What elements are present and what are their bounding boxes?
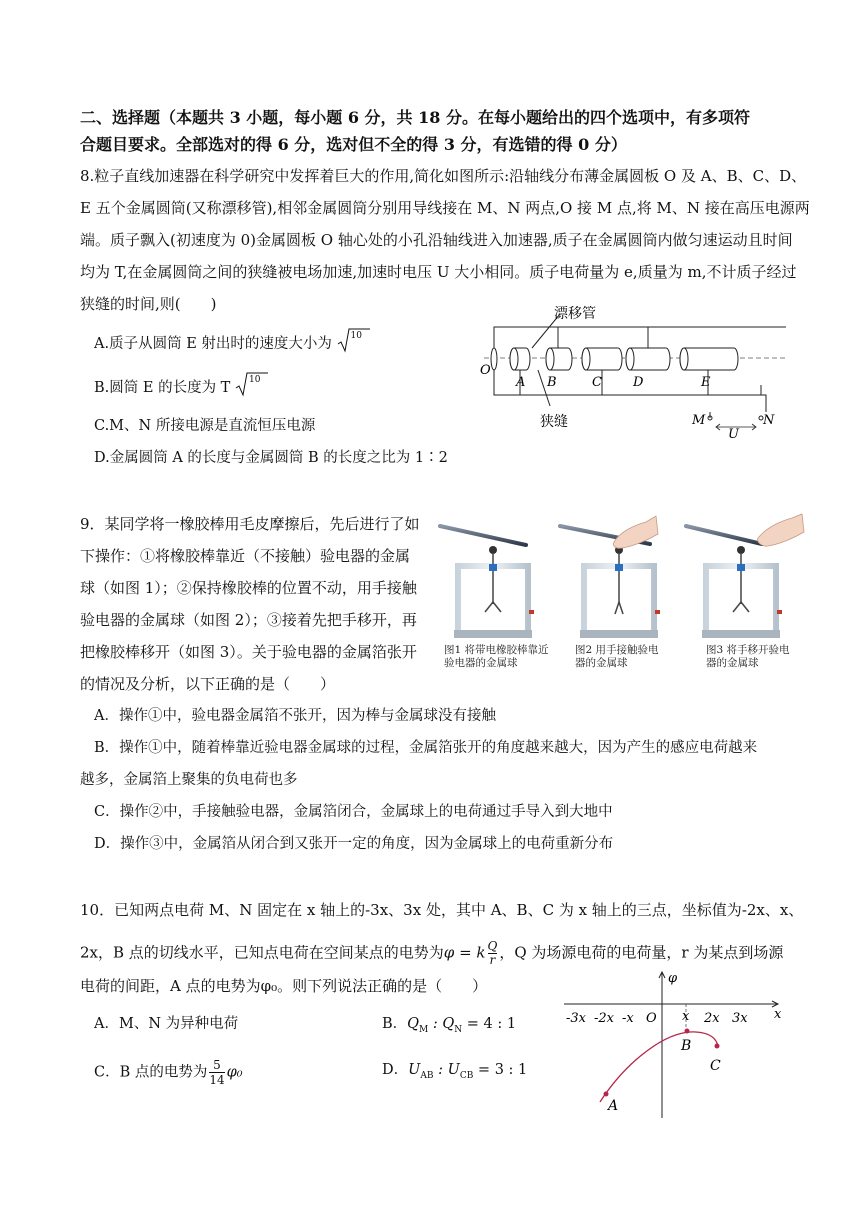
tick-label: x — [682, 1009, 690, 1024]
q9-stem-line: 球（如图 1）；②保持橡胶棒的位置不动，用手接触 — [80, 579, 417, 597]
q8-option-b-text: B.圆筒 E 的长度为 T — [94, 380, 231, 396]
radical-sign — [337, 333, 363, 353]
tick-label: -x — [622, 1011, 634, 1026]
electroscope-3 — [686, 514, 804, 638]
label-A: A — [516, 375, 526, 390]
q10-stem-line: 10．已知两点电荷 M、N 固定在 x 轴上的-3x、3x 处，其中 A、B、C 为 x 轴上的三点，坐标值为-2x、x、 — [80, 901, 804, 919]
q10-option-c[interactable]: C．B 点的电势为 $\frac{5}{14}$ φ₀ — [94, 1058, 243, 1087]
point-C-label: C — [710, 1058, 721, 1074]
gap-label: 狭缝 — [540, 414, 568, 430]
figure-1-caption: 图1 将带电橡胶棒靠近 验电器的金属球 — [444, 644, 549, 669]
radical-content: 10 — [350, 331, 362, 341]
electroscope-figures — [436, 512, 808, 644]
q9-option-b-cont: 越多，金属箔上聚集的负电荷也多 — [80, 772, 298, 788]
q10-stem-line-2: 2x，B 点的切线水平，已知点电荷在空间某点的电势为φ = k $\frac{Q}{r}$ ，Q 为场源电荷的电荷量，r 为某点到场源 — [80, 939, 784, 967]
electroscope-2 — [560, 516, 660, 638]
label-N: N — [763, 413, 775, 428]
fraction: $\frac{Q}{r}$ — [487, 939, 498, 967]
label-E: E — [701, 375, 711, 390]
tick-label: -3x — [566, 1011, 586, 1026]
label-O: O — [480, 363, 491, 378]
tick-label: -2x — [594, 1011, 614, 1026]
q10-option-a[interactable]: A．M、N 为异种电荷 — [94, 1016, 239, 1032]
fraction: $\frac{5}{14}$ — [209, 1058, 225, 1087]
q9-stem-line: 把橡胶棒移开（如图 3）。关于验电器的金属箔张开 — [80, 643, 417, 661]
q8-option-a[interactable] — [94, 333, 363, 354]
q9-option-d[interactable]: D．操作③中，金属箔从闭合到又张开一定的角度，因为金属球上的电荷重新分布 — [94, 836, 614, 852]
q9-stem-line: 验电器的金属球（如图 2）；③接着先把手移开，再 — [80, 611, 417, 629]
origin-label: O — [646, 1011, 657, 1026]
q9-stem-line: 下操作：①将橡胶棒靠近（不接触）验电器的金属 — [80, 547, 411, 565]
drift-tube-label: 漂移管 — [554, 306, 596, 322]
q9-option-c[interactable]: C．操作②中，手接触验电器，金属箔闭合，金属球上的电荷通过手导入到大地中 — [94, 804, 613, 820]
q10-option-b[interactable]: B．$Q_M$ : $Q_N = 4$ : 1 — [382, 1016, 517, 1035]
radical-content: 10 — [248, 375, 261, 385]
electroscope-1 — [440, 526, 534, 638]
label-D: D — [633, 375, 644, 390]
phi-axis-label: φ — [668, 971, 678, 986]
radical-sign — [235, 377, 261, 397]
q8-stem-line: 端。质子飘入(初速度为 0)金属圆板 O 轴心处的小孔沿轴线进入加速器,质子在金属圆筒内做匀速运动且时间 — [80, 231, 793, 249]
point-B-label: B — [681, 1038, 692, 1054]
q9-stem-line: 9．某同学将一橡胶棒用毛皮摩擦后，先后进行了如 — [80, 515, 420, 533]
label-M: M — [692, 413, 706, 428]
section-title-line2: 合题目要求。全部选对的得 6 分，选对但不全的得 3 分，有选错的得 0 分） — [80, 135, 627, 154]
label-C: C — [592, 375, 602, 390]
potential-graph — [556, 966, 788, 1122]
q9-option-a[interactable]: A．操作①中，验电器金属箔不张开，因为棒与金属球没有接触 — [94, 708, 496, 724]
q10-option-d[interactable]: D．$U_{AB}$ : $U_{CB} = 3$ : 1 — [382, 1062, 528, 1081]
q8-stem-line: 8.粒子直线加速器在科学研究中发挥着巨大的作用,简化如图所示:沿轴线分布薄金属圆板 O 及 A、B、C、D、 — [80, 167, 807, 185]
section-title-line1: 二、选择题（本题共 3 小题，每小题 6 分，共 18 分。在每小题给出的四个选项中，有多项符 — [80, 108, 750, 127]
tick-label: 2x — [704, 1011, 720, 1026]
q8-option-b[interactable] — [94, 377, 261, 398]
figure-2-caption: 图2 用手接触验电 器的金属球 — [575, 644, 659, 669]
q8-stem-line: 均为 T,在金属圆筒之间的狭缝被电场加速,加速时电压 U 大小相同。质子电荷量为 e,质量为 m,不计质子经过 — [80, 263, 797, 281]
q9-option-b[interactable]: B．操作①中，随着棒靠近验电器金属球的过程，金属箔张开的角度越来越大，因为产生的感应电荷越来 — [94, 740, 758, 756]
q8-option-c[interactable]: C.M、N 所接电源是直流恒压电源 — [94, 418, 316, 434]
tick-label: 3x — [732, 1011, 748, 1026]
q8-option-d[interactable]: D.金属圆筒 A 的长度与金属圆筒 B 的长度之比为 1∶2 — [94, 450, 448, 466]
q8-option-a-text: A.质子从圆筒 E 射出时的速度大小为 — [94, 336, 332, 352]
q10-stem-line: 电荷的间距，A 点的电势为φ₀。则下列说法正确的是（ ） — [80, 977, 488, 995]
label-U: U — [728, 427, 739, 440]
label-B: B — [547, 375, 557, 390]
q8-stem-line: 狭缝的时间,则( ) — [80, 295, 217, 313]
point-A-label: A — [608, 1098, 619, 1114]
figure-3-caption: 图3 将手移开验电 器的金属球 — [706, 644, 790, 669]
q9-stem-line: 的情况及分析，以下正确的是（ ） — [80, 675, 336, 693]
x-axis-label: x — [774, 1007, 782, 1022]
q8-stem-line: E 五个金属圆筒(又称漂移管),相邻金属圆筒分别用导线接在 M、N 两点,O 接 M 点,将 M、N 接在高压电源两 — [80, 199, 810, 217]
accelerator-diagram — [470, 300, 800, 440]
